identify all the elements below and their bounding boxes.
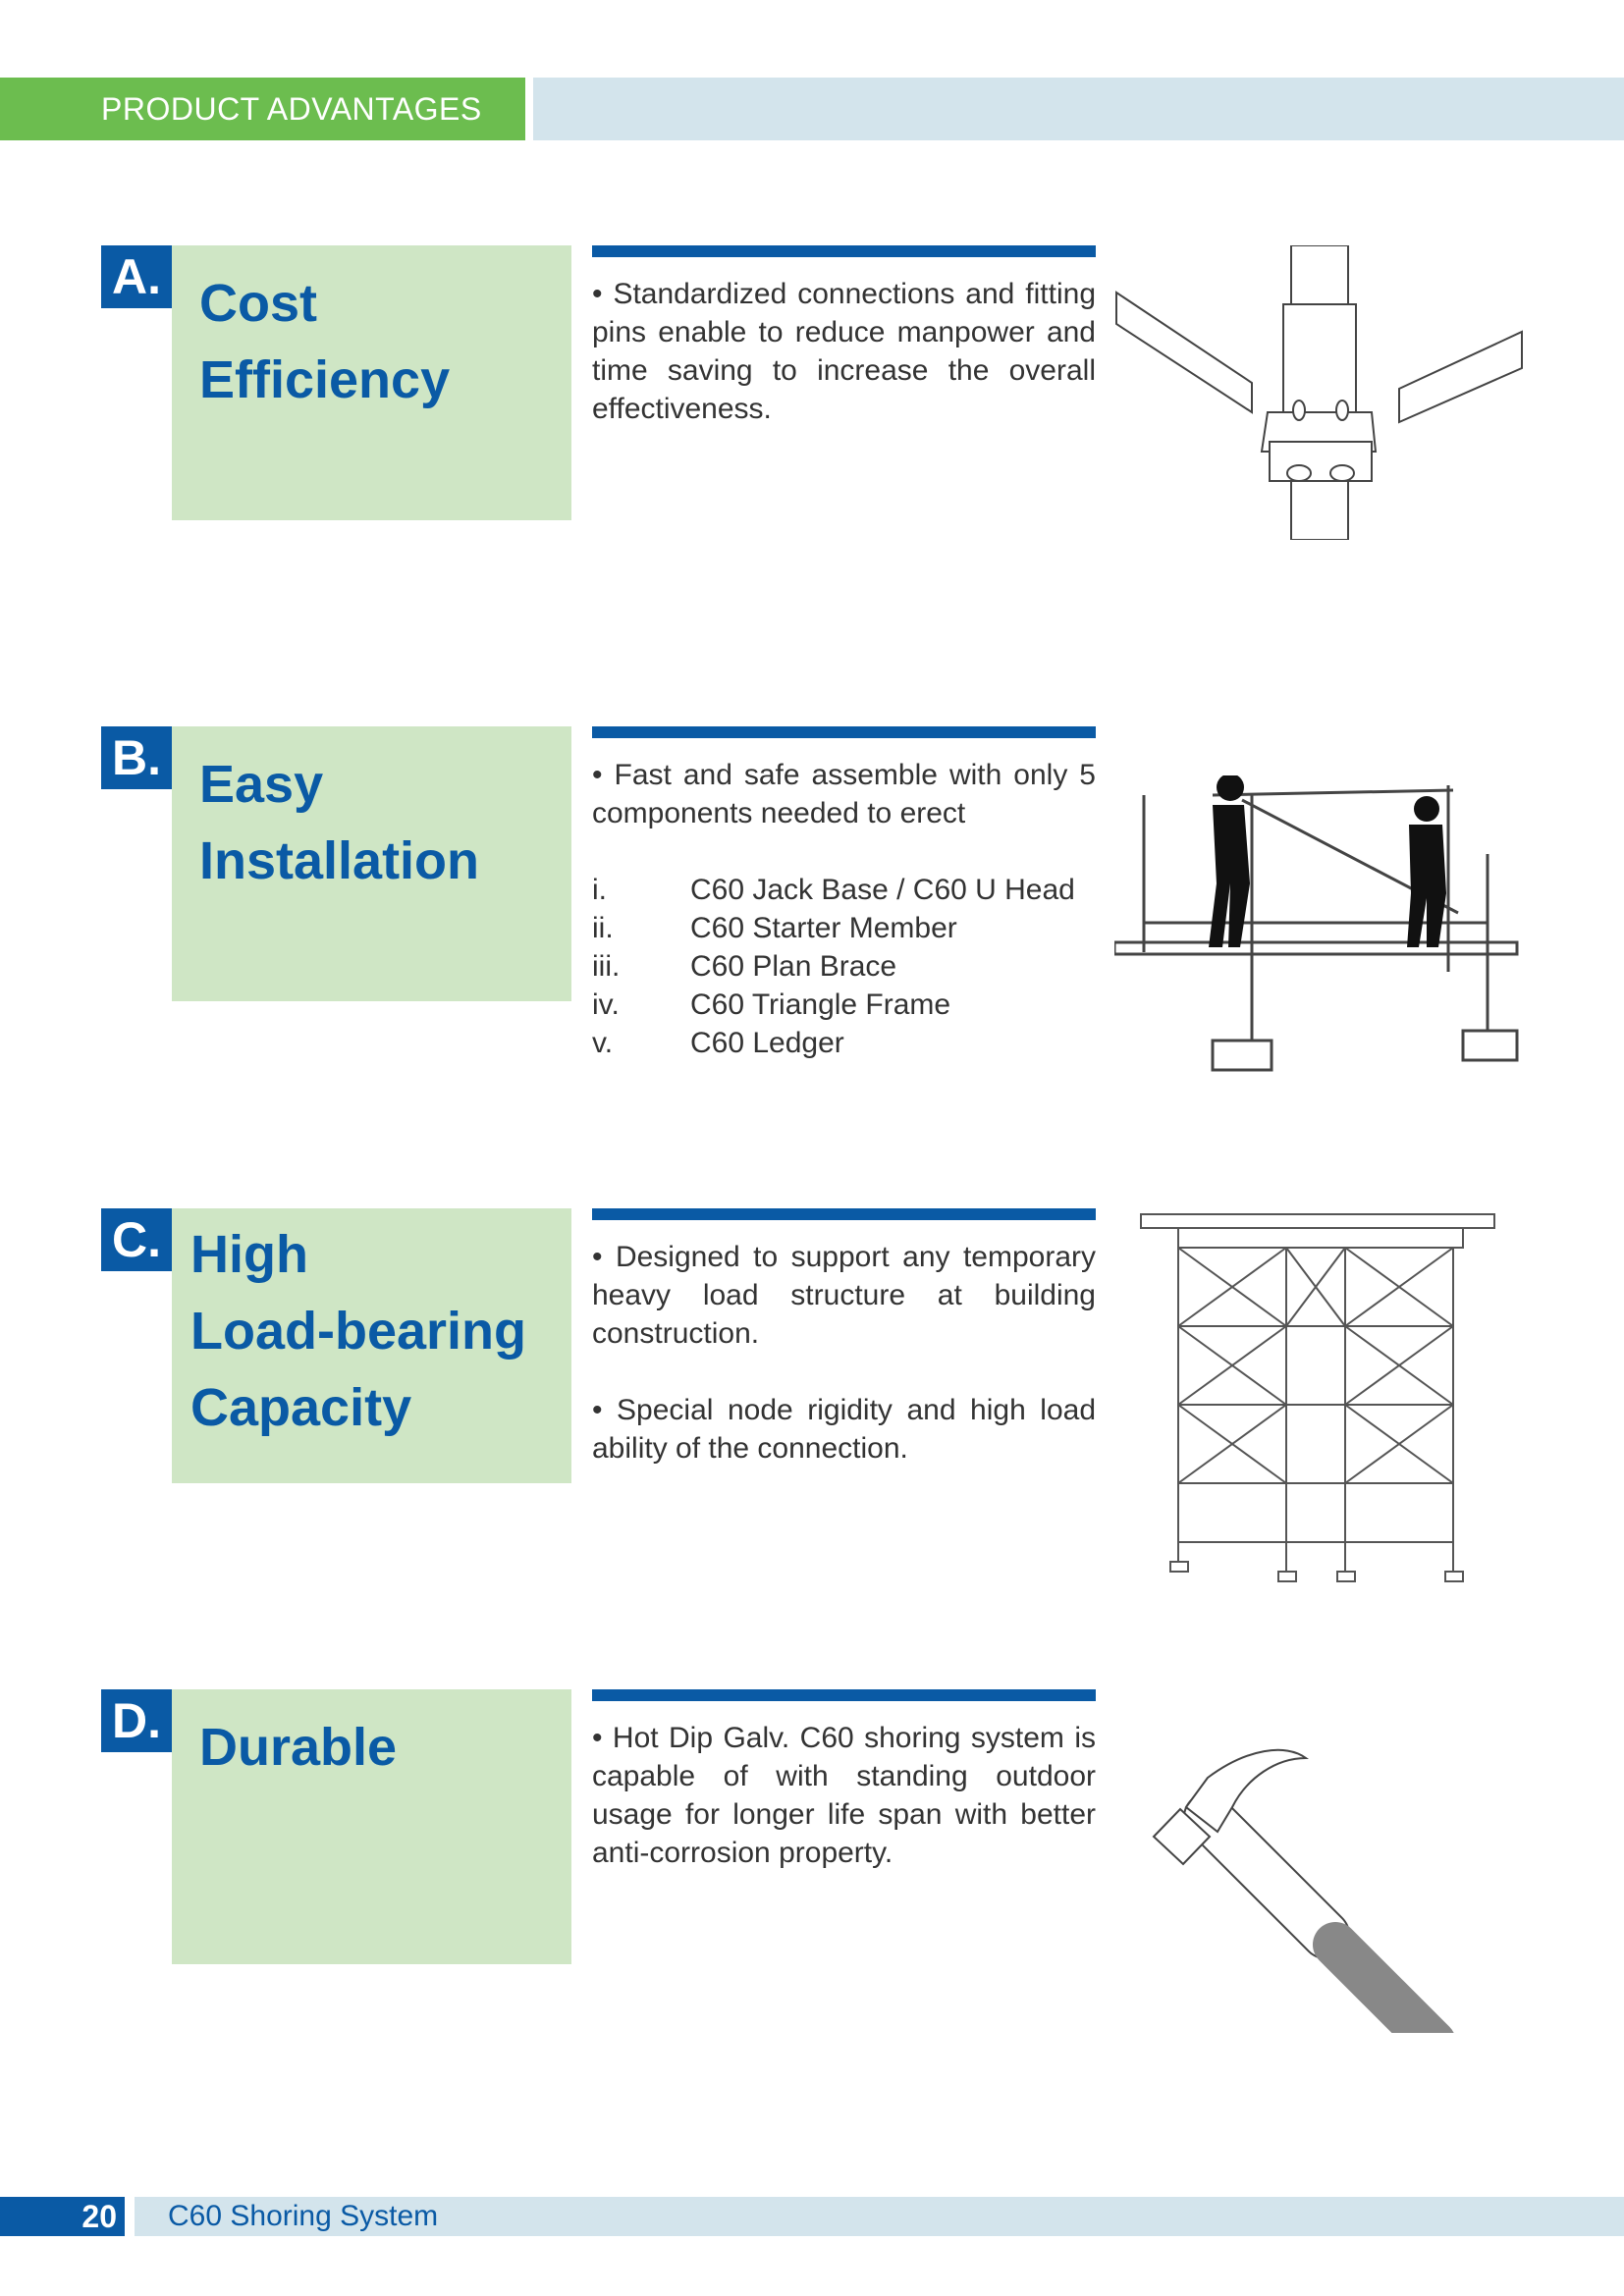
list-item: iv. C60 Triangle Frame bbox=[592, 988, 951, 1021]
advantage-cost-efficiency bbox=[0, 245, 1624, 540]
section-letter: D. bbox=[101, 1689, 172, 1752]
section-letter: C. bbox=[101, 1208, 172, 1271]
title-box bbox=[172, 1208, 571, 1483]
section-title: Easy Installation bbox=[199, 755, 480, 890]
workers-assembling-illustration bbox=[1114, 775, 1527, 1090]
title-box bbox=[172, 1689, 571, 1964]
blue-rule bbox=[592, 726, 1096, 738]
section-description: • Fast and safe assemble with only 5 components needed to erect i. C60 Jack Base / C60 U Head ii. C60 Starter Member iii. C60 Plan Brace iv. C60 Triangle Frame v. C60 Ledger bbox=[592, 756, 1096, 1062]
section-letter: B. bbox=[101, 726, 172, 789]
advantage-durable bbox=[0, 1689, 1624, 1984]
blue-rule bbox=[592, 245, 1096, 257]
section-description: • Standardized connections and fitting pins enable to reduce manpower and time saving to increase the overall effectiveness. bbox=[592, 278, 1096, 425]
section-description: • Designed to support any temporary heavy load structure at building construction. • Special node rigidity and high load ability of the connection. bbox=[592, 1241, 1096, 1465]
section-description: • Hot Dip Galv. C60 shoring system is capable of with standing outdoor usage for longer life span with better anti-corrosion property. bbox=[592, 1722, 1096, 1869]
section-letter: A. bbox=[101, 245, 172, 308]
component-list bbox=[592, 871, 1096, 1062]
title-box bbox=[172, 726, 571, 1001]
section-header-label: PRODUCT ADVANTAGES bbox=[0, 78, 525, 140]
list-item: iii. C60 Plan Brace bbox=[592, 950, 897, 983]
list-item: i. C60 Jack Base / C60 U Head bbox=[592, 874, 1075, 906]
blue-rule bbox=[592, 1689, 1096, 1701]
header-bar bbox=[533, 78, 1624, 140]
blue-rule bbox=[592, 1208, 1096, 1220]
shoring-tower-illustration bbox=[1139, 1208, 1502, 1591]
footer-title: C60 Shoring System bbox=[135, 2197, 1624, 2236]
section-title: Durable bbox=[199, 1718, 398, 1777]
hammer-icon bbox=[1139, 1738, 1473, 2033]
ringlock-node-illustration bbox=[1114, 245, 1527, 540]
advantage-easy-installation bbox=[0, 726, 1624, 1059]
page-number: 20 bbox=[0, 2197, 125, 2236]
list-item: ii. C60 Starter Member bbox=[592, 912, 957, 944]
title-box bbox=[172, 245, 571, 520]
advantage-high-load-bearing bbox=[0, 1208, 1624, 1503]
list-item: v. C60 Ledger bbox=[592, 1027, 844, 1059]
section-title: Cost Efficiency bbox=[199, 274, 451, 409]
section-title: High Load-bearing Capacity bbox=[190, 1225, 527, 1437]
